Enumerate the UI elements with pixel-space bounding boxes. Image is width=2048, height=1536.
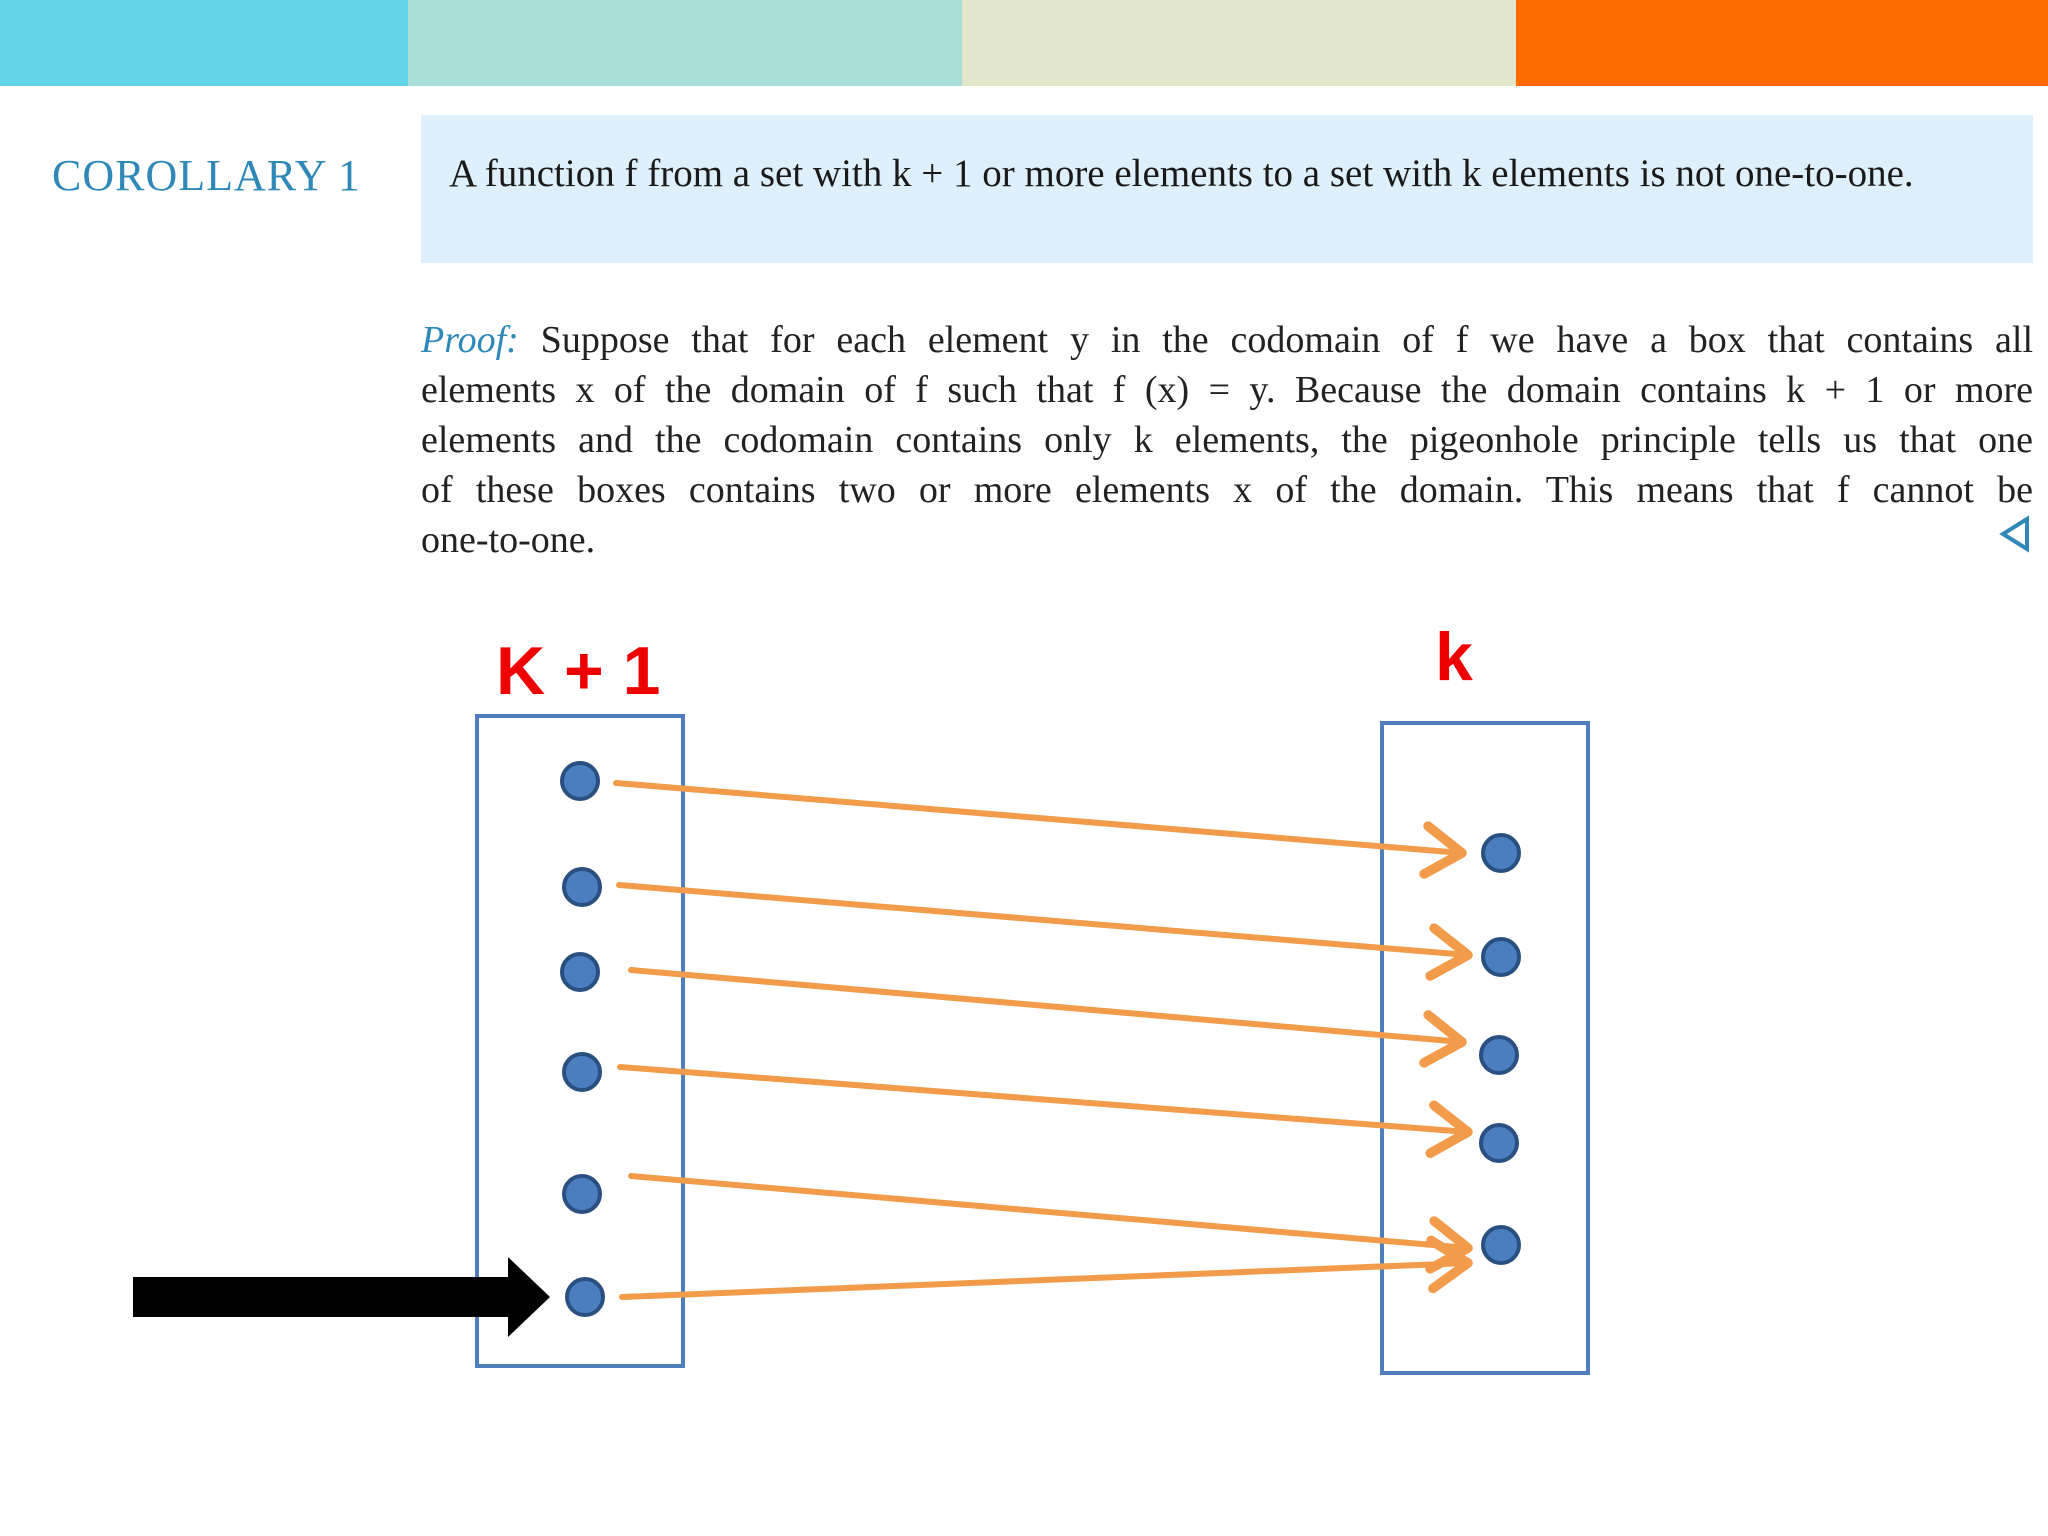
domain-label: K + 1 <box>496 633 661 709</box>
corollary-label: COROLLARY 1 <box>52 151 361 200</box>
mapping-arrow-6-to-5 <box>622 1263 1468 1297</box>
domain-element-4 <box>564 1054 600 1090</box>
codomain-element-4 <box>1481 1125 1517 1161</box>
mapping-arrow-3-to-3 <box>631 970 1462 1042</box>
codomain-element-3 <box>1481 1037 1517 1073</box>
proof-line-3: elements and the codomain contains only k elements, the pigeonhole principle tells us that one <box>421 419 2033 461</box>
proof-line-1-text: Suppose that for each element y in the codomain of f we have a box that contains all <box>518 319 2033 361</box>
proof-line-2: elements x of the domain of f such that f (x) = y. Because the domain contains k + 1 or more <box>421 369 2033 411</box>
codomain-element-2 <box>1483 939 1519 975</box>
corollary-statement: A function f from a set with k + 1 or more elements to a set with k elements is not one-to-one. <box>449 152 1914 195</box>
codomain-element-5 <box>1483 1227 1519 1263</box>
domain-element-1 <box>562 763 598 799</box>
codomain-label: k <box>1435 619 1473 695</box>
proof-line-5: one-to-one. <box>421 519 596 561</box>
domain-element-6 <box>567 1279 603 1315</box>
mapping-arrow-1-to-1 <box>616 783 1462 853</box>
domain-element-3 <box>562 954 598 990</box>
domain-set-box <box>477 716 683 1366</box>
mapping-arrow-5-to-5 <box>631 1176 1468 1248</box>
mapping-arrow-2-to-2 <box>619 885 1468 955</box>
pointer-group <box>133 1257 550 1337</box>
proof-line-4: of these boxes contains two or more elements x of the domain. This means that f cannot be <box>421 469 2033 511</box>
codomain-element-1 <box>1483 835 1519 871</box>
domain-element-2 <box>564 869 600 905</box>
mapping-arrow-4-to-4 <box>620 1067 1468 1132</box>
domain-element-5 <box>564 1176 600 1212</box>
mapping-arrows <box>616 783 1468 1297</box>
proof-label: Proof: <box>421 319 519 361</box>
right-arrow-icon <box>133 1257 550 1337</box>
